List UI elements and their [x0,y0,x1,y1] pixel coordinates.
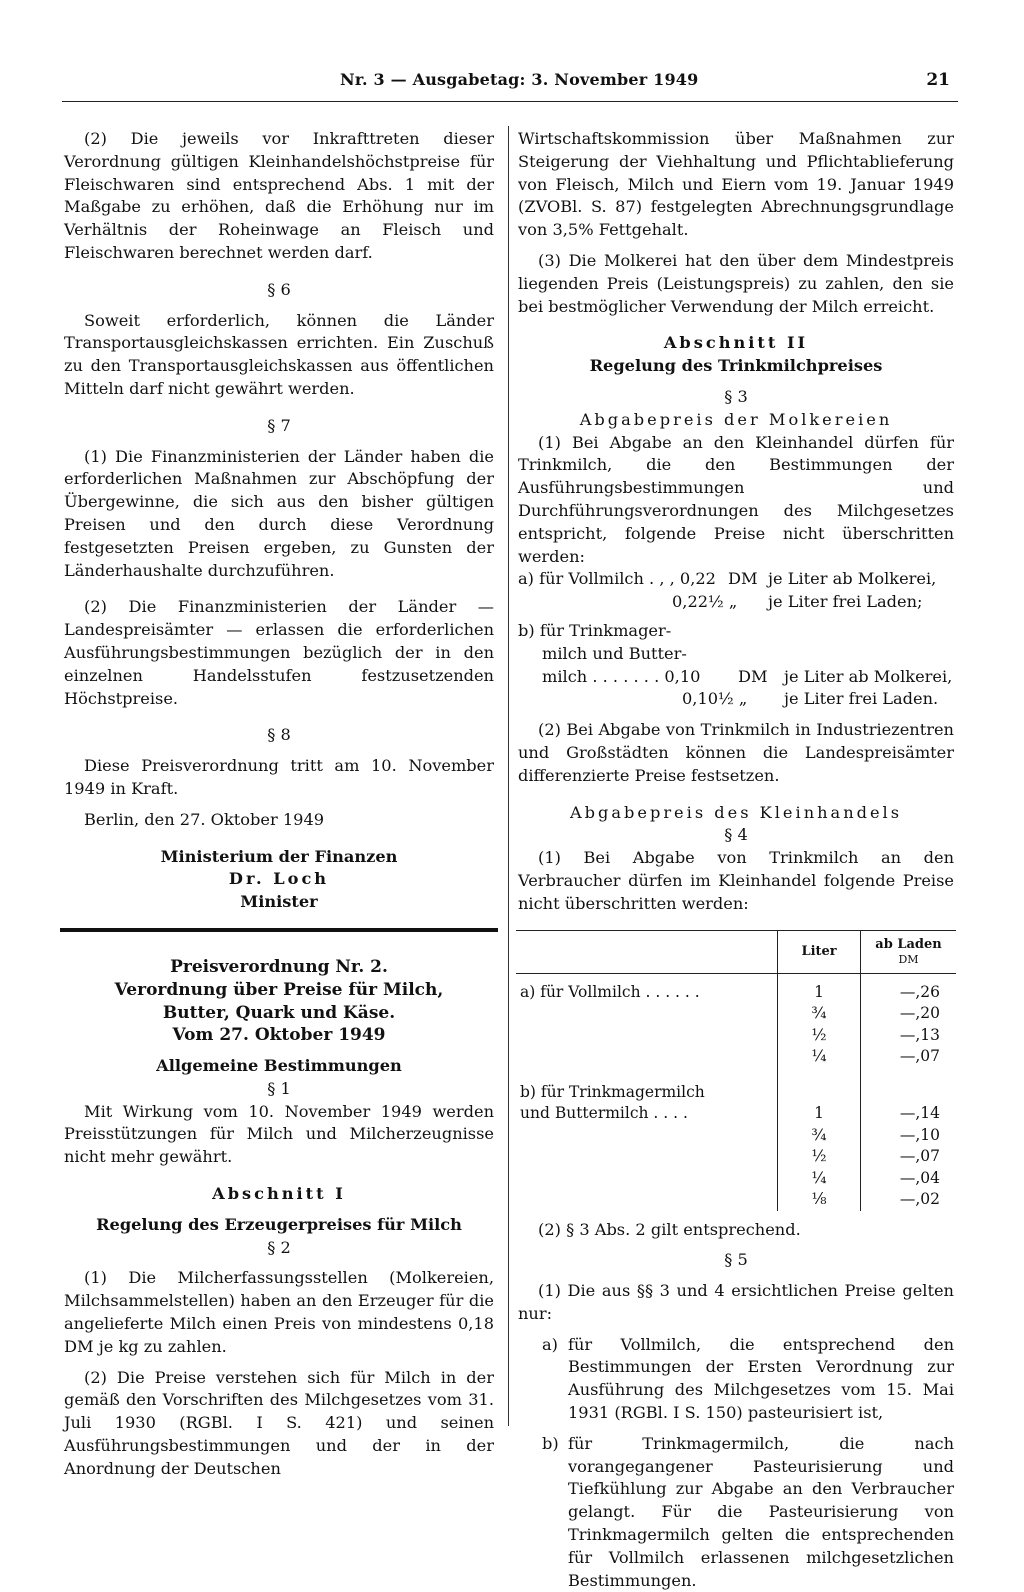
row-price: —,20 [899,1004,940,1022]
table-header-price [860,930,956,973]
list-text: für Vollmilch, die entsprechend den Bestimmungen der Ersten Verordnung zur Ausführung des Milchgesetzes vom 15. Mai 1931 (RGBl. I S. 150) pasteurisiert ist, [568,1334,954,1423]
price-value: 0,10½ „ [682,689,748,709]
table-header-price-unit: DM [898,952,919,966]
row-liter: ¼ [778,1046,861,1068]
row-liter: ½ [778,1025,861,1047]
table-row [516,1003,956,1025]
row-price: —,10 [899,1125,940,1144]
list-label: a) [542,1334,558,1354]
issue-line: Nr. 3 — Ausgabetag: 3. November 1949 [340,70,699,89]
row-item [516,1025,778,1047]
paragraph: (2) Die Preise verstehen sich für Milch in der gemäß den Vorschriften des Milchgesetzes vom 31. Juli 1930 (RGBl. I S. 421) und seinen Ausführungsbestimmungen und der in der Anordnung der Deutschen [64,1367,494,1478]
row-price: —,26 [899,982,940,1001]
row-item [516,1189,778,1211]
row-price [860,1068,956,1104]
list-text: für Trinkmagermilch, die nach vorangegangener Pasteurisierung und Tiefkühlung zur Abgabe an den Verbraucher gelangt. Für die Pasteurisierung von Trinkmagermilch gelten die entsprechenden für Vollmilch erlassenen milchgesetzlichen Bestimmungen. [568,1433,954,1590]
list-item [518,1433,954,1592]
paragraph: (1) Die aus §§ 3 und 4 ersichtlichen Preise gelten nur: [518,1281,954,1323]
part-title: Regelung des Trinkmilchpreises [589,356,883,376]
subsection-heading: Allgemeine Bestimmungen [156,1056,402,1076]
ministry-name: Ministerium der Finanzen [160,846,398,866]
row-liter: ½ [778,1146,861,1168]
page-header [0,70,1024,98]
price-desc: je Liter frei Laden. [784,689,939,709]
part-heading: Abschnitt II [663,333,809,353]
row-item: und Buttermilch . . . . [520,1104,688,1122]
table-header-item [516,930,778,973]
row-item [516,1003,778,1025]
paragraph: (2) Die Finanzministerien der Länder — Landespreisämter — erlassen die erforderlichen Ausführungsbestimmungen bezüglich der in den einzelnen Handelsstufen festzusetzenden Höchstpreise. [64,597,494,708]
table-header-liter: Liter [778,930,861,973]
price-item-label: milch . . . . . . . 0,10 [542,666,701,686]
list-label: b) [542,1433,559,1453]
row-price: —,07 [899,1047,940,1065]
paragraph: (2) Die jeweils vor Inkrafttreten dieser Verordnung gültigen Kleinhandelshöchstpreise für Fleischwaren sind entsprechend Abs. 1 mit der Maßgabe zu erhöhen, daß die Erhöhung nur im Verhältnis der Roheinwage an Fleisch und Fleischwaren berechnet werden darf. [64,129,494,262]
part-title: Regelung des Erzeugerpreises für Milch [96,1214,462,1234]
column-divider [508,126,509,1426]
row-liter: ¾ [778,1003,861,1025]
subsection-heading: Abgabepreis des Kleinhandels [569,802,903,822]
page-number: 21 [926,70,950,90]
paragraph: Mit Wirkung vom 10. November 1949 werden Preisstützungen für Milch und Milcherzeugnisse nicht mehr gewährt. [64,1101,494,1167]
price-desc: je Liter ab Molkerei, [784,666,953,686]
section-heading: § 6 [267,279,291,299]
paragraph: (2) Bei Abgabe von Trinkmilch in Industriezentren und Großstädten können die Landespreisämter differenzierte Preise festsetzen. [518,720,954,785]
price-item-label: a) für Vollmilch . , , 0,22 [518,569,716,589]
paragraph: Wirtschaftskommission über Maßnahmen zur Steigerung der Viehhaltung und Pflichtablieferung von Fleisch, Milch und Eiern vom 19. Januar 1949 (ZVOBl. S. 87) festgelegten Abrechnungsgrundlage von 3,5% Fettgehalt. [518,129,954,240]
row-item [516,1125,778,1147]
signer-title: Minister [240,892,318,912]
row-liter: ¾ [778,1125,861,1147]
row-item [516,1168,778,1190]
retail-price-table [516,930,956,1211]
section-heading: § 7 [267,415,291,435]
row-item [516,1046,778,1068]
row-liter: ¼ [778,1168,861,1190]
row-liter: ⅛ [778,1189,861,1211]
table-header-price-label: ab Laden [875,936,942,952]
table-row [516,1068,956,1104]
section-heading: § 3 [724,386,748,406]
row-price: —,14 [899,1104,940,1122]
part-heading: Abschnitt I [212,1184,346,1204]
paragraph: Soweit erforderlich, können die Länder Transportausgleichskassen errichten. Ein Zuschuß zu den Transportausgleichskassen aus öffentlichen Mitteln darf nicht gewährt werden. [64,310,494,398]
decree-title: Preisverordnung Nr. 2. [170,956,388,977]
subsection-heading: Abgabepreis der Molkereien [579,409,893,429]
row-liter: 1 [778,973,861,1003]
price-item-label: milch und Butter- [542,643,687,663]
paragraph: Diese Preisverordnung tritt am 10. November 1949 in Kraft. [64,756,494,798]
row-price: —,04 [899,1168,940,1187]
row-price: —,07 [899,1147,940,1165]
left-column [64,128,494,1481]
table-row [516,1189,956,1211]
decree-date: Vom 27. Oktober 1949 [172,1025,386,1046]
paragraph: (2) § 3 Abs. 2 gilt entsprechend. [538,1219,801,1239]
row-price: —,02 [899,1190,940,1208]
section-heading: § 8 [267,725,291,745]
section-heading: § 5 [724,1250,748,1270]
table-row [516,1125,956,1147]
table-row [516,1103,956,1125]
section-separator [60,928,498,932]
paragraph: (1) Die Milcherfassungsstellen (Molkereien, Milchsammelstellen) haben an den Erzeuger für die angelieferte Milch einen Preis von mindestens 0,18 DM je kg zu zahlen. [64,1268,494,1356]
row-price: —,13 [899,1025,940,1044]
paragraph: (3) Die Molkerei hat den über dem Mindestpreis liegenden Preis (Leistungspreis) zu zahlen, den sie bei bestmöglicher Verwendung der Milch erreicht. [518,250,954,316]
price-desc: je Liter ab Molkerei, [768,569,937,589]
price-item-label: b) für Trinkmager- [518,620,672,640]
price-value: 0,22½ „ [672,592,738,612]
row-item: b) für Trinkmagermilch [520,1082,705,1101]
row-liter [778,1068,861,1104]
date-line: Berlin, den 27. Oktober 1949 [84,809,325,829]
price-unit: DM [728,569,758,589]
row-item [516,1146,778,1168]
paragraph: (1) Bei Abgabe von Trinkmilch an den Verbraucher dürfen im Kleinhandel folgende Preise nicht überschritten werden: [518,848,954,913]
molkerei-price-list [518,568,954,711]
table-row [516,1025,956,1047]
price-desc: je Liter frei Laden; [768,592,923,612]
section-heading: § 1 [267,1078,291,1098]
decree-subtitle: Verordnung über Preise für Milch, Butter, Quark und Käse. [114,979,444,1023]
list-item [518,1334,954,1425]
header-rule [62,101,958,102]
section-heading: § 4 [724,825,748,845]
paragraph: (1) Die Finanzministerien der Länder haben die erforderlichen Maßnahmen zur Abschöpfung der Übergewinne, die sich aus den bisher gültigen Preisen und den durch diese Verordnung festgesetzten Preisen ergeben, zu Gunsten der Länderhaushalte durchzuführen. [64,446,494,580]
section-heading: § 2 [267,1237,291,1257]
row-item: a) für Vollmilch . . . . . . [520,982,700,1001]
table-row [516,1046,956,1068]
table-row [516,1168,956,1190]
right-column [518,128,954,1592]
table-row [516,1146,956,1168]
price-unit: DM [738,666,768,686]
row-liter: 1 [778,1103,861,1125]
signer-name: Dr. Loch [228,869,330,889]
paragraph: (1) Bei Abgabe an den Kleinhandel dürfen für Trinkmilch, die den Bestimmungen der Ausführungsbestimmungen und Durchführungsverordnungen des Milchgesetzes entspricht, folgende Preise nicht überschritten werden: [518,432,954,566]
table-row [516,973,956,1003]
